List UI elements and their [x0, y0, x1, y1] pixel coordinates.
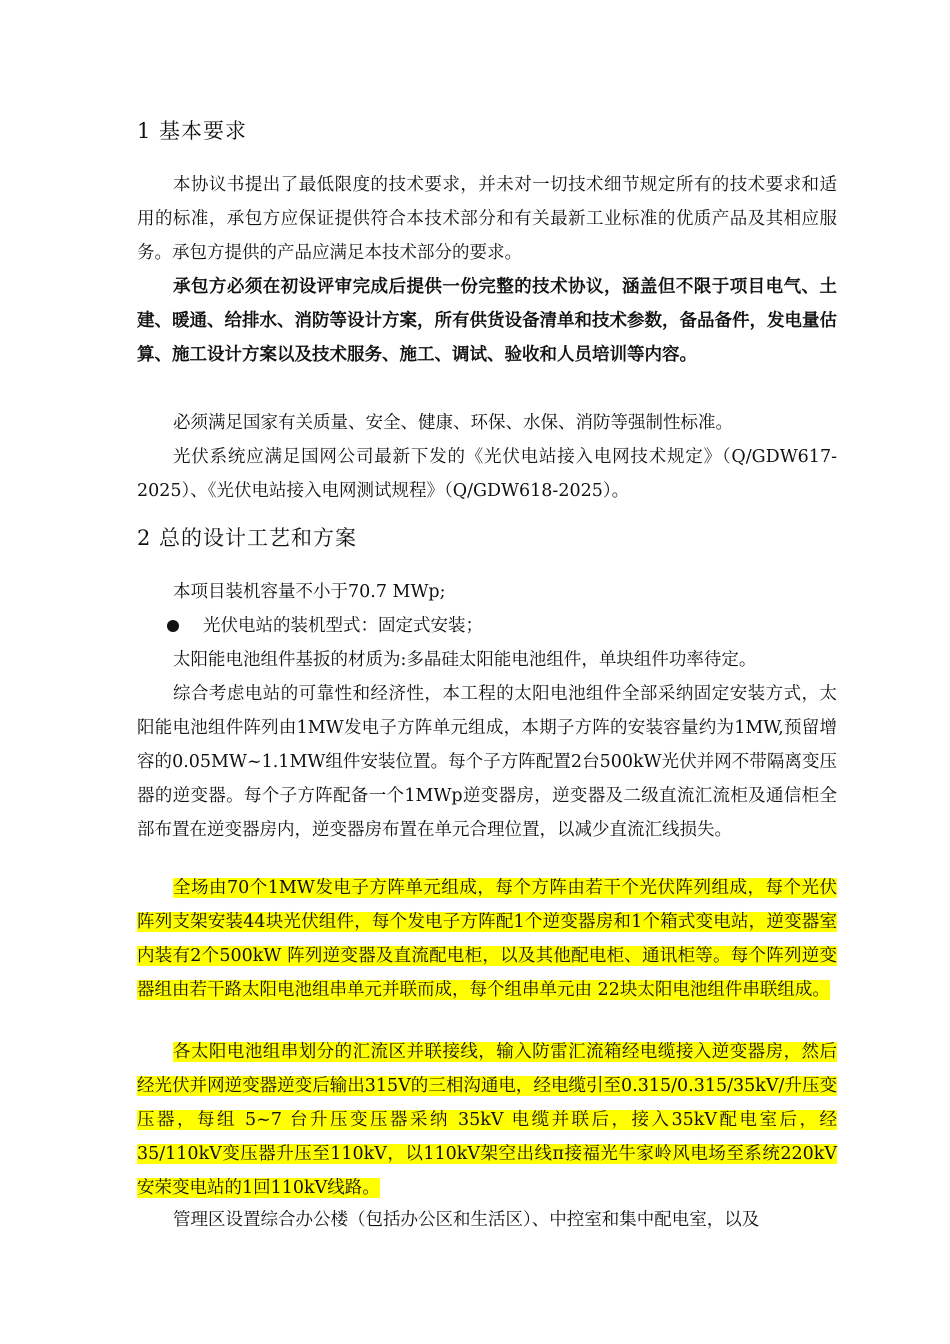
- section2-paragraph-4-highlighted: [137, 871, 837, 1007]
- bullet-list-item: [137, 609, 837, 643]
- filled-circle-bullet-icon: [167, 620, 179, 632]
- section2-paragraph-3: 综合考虑电站的可靠性和经济性，本工程的太阳电池组件全部采纳固定安装方式，太阳能电池组件阵列由1MW发电子方阵单元组成，本期子方阵的安装容量约为1MW,预留增容的0.05MW~1.1MW组件安装位置。每个子方阵配置2台500kW光伏并网不带隔离变压器的逆变器。每个子方阵配备一个1MWp逆变器房，逆变器及二级直流汇流柜及通信柜全部布置在逆变器房内，逆变器房布置在单元合理位置，以减少直流汇线损失。: [137, 684, 837, 840]
- section1-paragraph-4: 光伏系统应满足国网公司最新下发的《光伏电站接入电网技术规定》（Q/GDW617-2025）、《光伏电站接入电网测试规程》（Q/GDW618-2025）。: [137, 447, 837, 501]
- section2-heading: 2 总的设计工艺和方案: [137, 526, 358, 550]
- section1-paragraph-2-bold: 承包方必须在初设评审完成后提供一份完整的技术协议，涵盖但不限于项目电气、土建、暖通、给排水、消防等设计方案，所有供货设备清单和技术参数，备品备件，发电量估算、施工设计方案以及技术服务、施工、调试、验收和人员培训等内容。: [137, 277, 837, 365]
- section1-heading: 1 基本要求: [137, 119, 248, 143]
- section1-paragraph-3: 必须满足国家有关质量、安全、健康、环保、水保、消防等强制性标准。: [173, 413, 733, 433]
- highlighted-text: 各太阳电池组串划分的汇流区并联接线，输入防雷汇流箱经电缆接入逆变器房，然后经光伏并网逆变器逆变后输出315V的三相沟通电，经电缆引至0.315/0.315/35kV/升压变压器，每组 5~7 台升压变压器采纳 35kV 电缆并联后，接入35kV配电室后，经35/110kV变压器升压至110kV，以110kV架空出线π接福光牛家岭风电场至系统220kV安荣变电站的1回110kV线路。: [137, 1042, 837, 1198]
- section2-paragraph-5-highlighted: [137, 1035, 837, 1205]
- section2-paragraph-6: 管理区设置综合办公楼（包括办公区和生活区）、中控室和集中配电室，以及: [173, 1210, 760, 1230]
- bullet-text: 光伏电站的装机型式：固定式安装；: [203, 616, 483, 636]
- highlighted-text: 全场由70个1MW发电子方阵单元组成，每个方阵由若干个光伏阵列组成，每个光伏阵列支架安装44块光伏组件，每个发电子方阵配1个逆变器房和1个箱式变电站，逆变器室内装有2个500kW 阵列逆变器及直流配电柜，以及其他配电柜、通讯柜等。每个阵列逆变器组由若干路太阳电池组串单元并联而成，每个组串单元由 22块太阳电池组件串联组成。: [137, 878, 837, 1000]
- section1-paragraph-1: 本协议书提出了最低限度的技术要求，并未对一切技术细节规定所有的技术要求和适用的标准，承包方应保证提供符合本技术部分和有关最新工业标准的优质产品及其相应服务。承包方提供的产品应满足本技术部分的要求。: [137, 175, 837, 263]
- section2-paragraph-2: 太阳能电池组件基扳的材质为:多晶硅太阳能电池组件，单块组件功率待定。: [173, 650, 757, 670]
- section2-paragraph-1: 本项目装机容量不小于70.7 MWp;: [173, 582, 446, 602]
